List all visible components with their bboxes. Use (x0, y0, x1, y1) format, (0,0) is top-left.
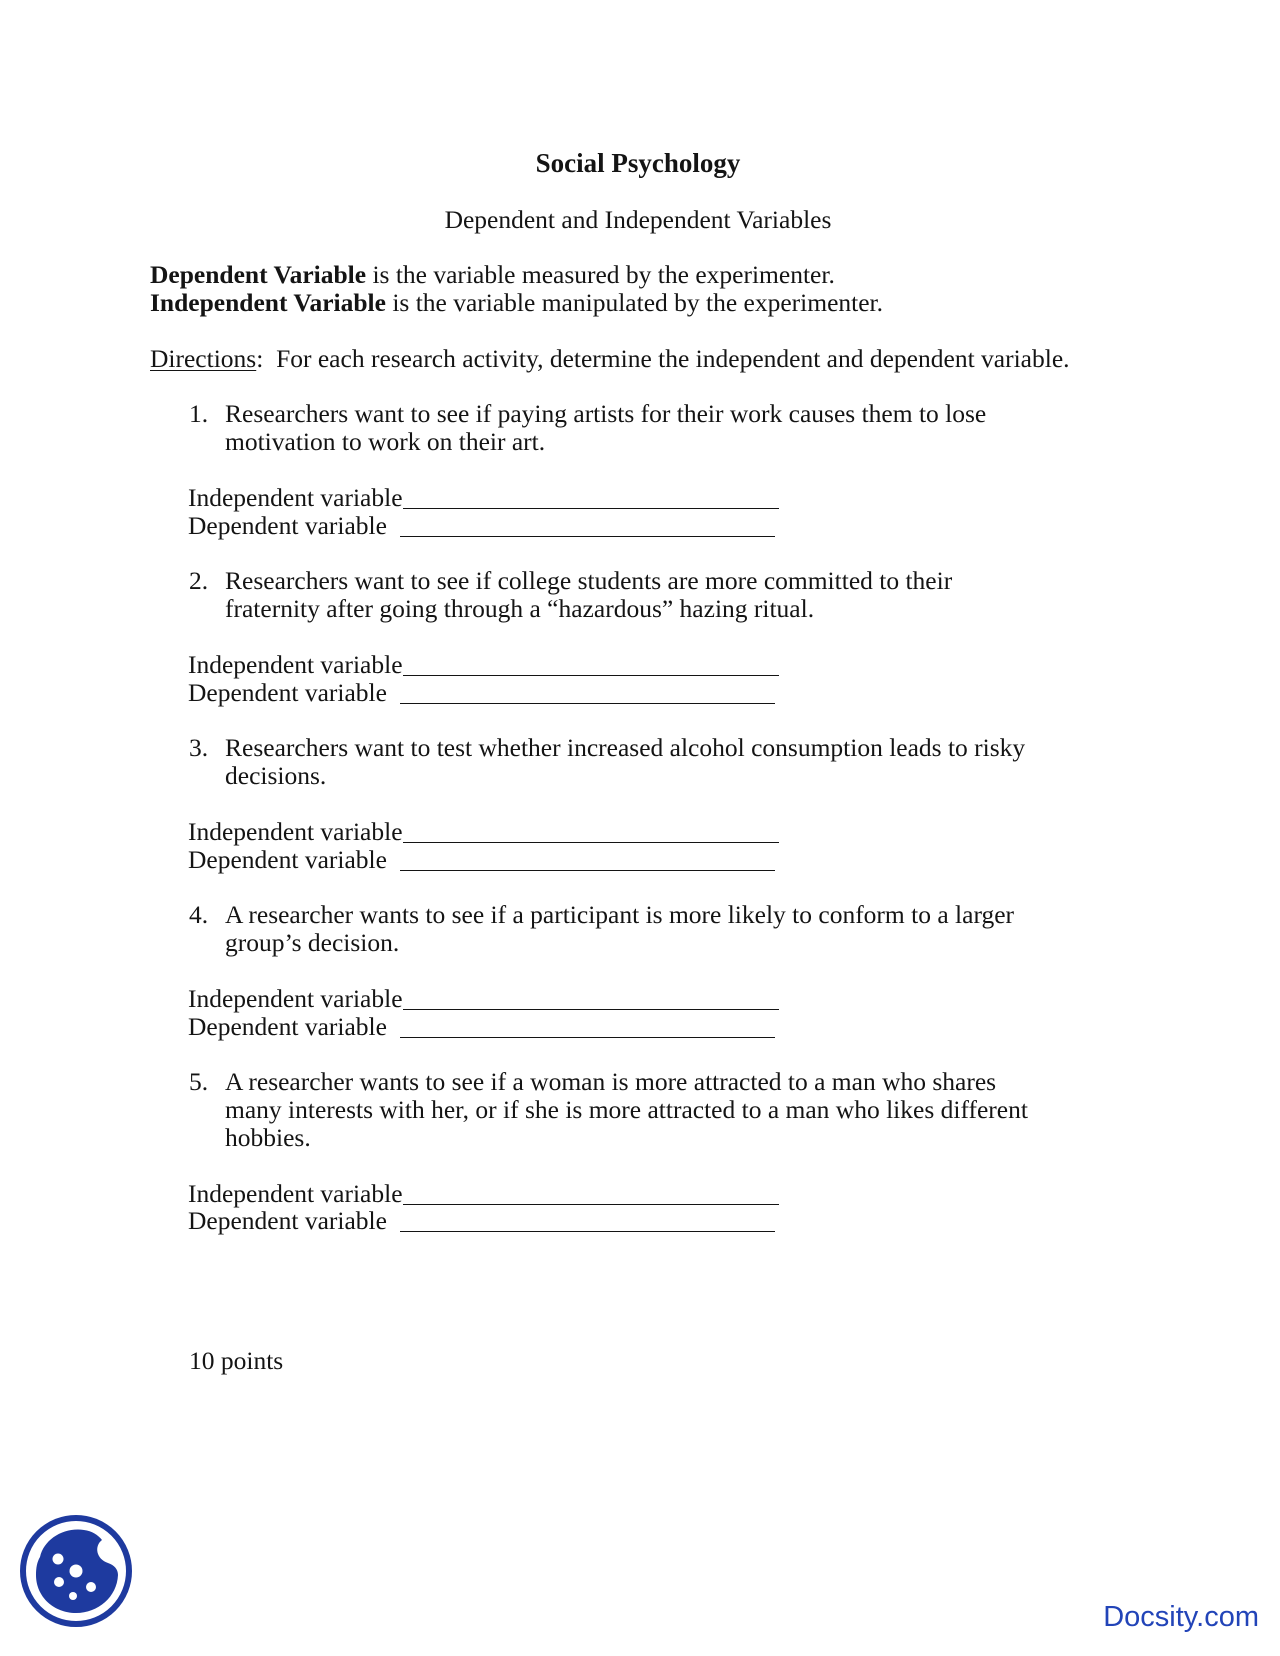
document-content (150, 150, 1126, 1374)
answer-dependent-row (188, 1207, 1126, 1235)
question-lines (225, 1068, 1028, 1151)
answer-independent-label: Independent variable (188, 1178, 403, 1208)
definition-term: Independent Variable (150, 288, 386, 318)
answer-dependent-blank (400, 703, 775, 704)
answer-independent-label: Independent variable (188, 816, 403, 846)
answer-independent-blank (403, 1204, 779, 1205)
answer-independent-row (188, 651, 1126, 679)
question-5 (150, 1068, 1126, 1235)
answer-independent-row (188, 985, 1126, 1013)
question-lines (225, 400, 986, 456)
question-lines (225, 734, 1025, 790)
question-line: A researcher wants to see if a woman is more attracted to a man who shares (225, 1067, 997, 1097)
answer-dependent-blank (400, 1231, 775, 1232)
logo-dot (53, 1554, 64, 1565)
directions-label: Directions (150, 343, 257, 373)
answer-independent-label: Independent variable (188, 482, 403, 512)
question-lines (225, 901, 1014, 957)
answer-dependent-row (188, 512, 1126, 540)
answer-dependent-row (188, 679, 1126, 707)
question-line: Researchers want to see if paying artists for their work causes them to lose (225, 399, 987, 429)
logo-dot (86, 1582, 96, 1592)
question-number: 4. (189, 900, 209, 930)
answer-dependent-label: Dependent variable (188, 1011, 387, 1041)
page-subtitle: Dependent and Independent Variables (444, 204, 832, 234)
question-2 (150, 567, 1126, 706)
answer-independent-row (188, 1180, 1126, 1208)
question-4 (150, 901, 1126, 1040)
answer-dependent-label: Dependent variable (188, 677, 387, 707)
question-1 (150, 400, 1126, 539)
answer-dependent-row (188, 1013, 1126, 1041)
question-line: Researchers want to test whether increased alcohol consumption leads to risky (225, 733, 1026, 763)
question-number: 2. (189, 566, 209, 596)
answer-fields (150, 985, 1126, 1041)
answer-dependent-label: Dependent variable (188, 510, 387, 540)
logo-dot (54, 1577, 64, 1587)
answer-independent-blank (403, 675, 779, 676)
question-line: decisions. (225, 761, 327, 791)
answer-independent-row (188, 818, 1126, 846)
question-line: group’s decision. (225, 928, 400, 958)
definition-text: is the variable manipulated by the experimenter. (385, 288, 884, 318)
answer-independent-label: Independent variable (188, 983, 403, 1013)
definitions (150, 261, 1126, 317)
answer-independent-blank (403, 1009, 779, 1010)
question-list (150, 400, 1126, 1235)
definition-term: Dependent Variable (150, 260, 367, 290)
directions-text: : For each research activity, determine the independent and dependent variable. (256, 343, 1070, 373)
question-line: hobbies. (225, 1122, 311, 1152)
answer-independent-blank (403, 508, 779, 509)
question-lines (225, 567, 952, 623)
logo-dot (70, 1565, 83, 1578)
page-title: Social Psychology (535, 148, 741, 178)
definition-dependent (150, 261, 1126, 289)
question-line: many interests with her, or if she is more attracted to a man who likes different (225, 1095, 1028, 1125)
answer-dependent-blank (400, 1037, 775, 1038)
answer-independent-label: Independent variable (188, 649, 403, 679)
question-text (150, 1068, 1126, 1151)
answer-dependent-blank (400, 870, 775, 871)
question-text (150, 901, 1126, 957)
answer-dependent-label: Dependent variable (188, 1206, 387, 1236)
answer-dependent-row (188, 846, 1126, 874)
question-text (150, 567, 1126, 623)
points-total: 10 points (189, 1345, 284, 1375)
question-3 (150, 734, 1126, 873)
answer-dependent-label: Dependent variable (188, 844, 387, 874)
docsity-watermark-text: Docsity.com (1103, 1601, 1259, 1633)
answer-independent-row (188, 484, 1126, 512)
answer-fields (150, 484, 1126, 540)
directions (150, 345, 1126, 373)
question-line: motivation to work on their art. (225, 427, 546, 457)
question-number: 3. (189, 733, 209, 763)
answer-fields (150, 1180, 1126, 1236)
answer-dependent-blank (400, 536, 775, 537)
question-line: fraternity after going through a “hazardous” hazing ritual. (225, 594, 815, 624)
question-number: 1. (189, 399, 209, 429)
logo-dot (69, 1592, 77, 1600)
question-line: Researchers want to see if college students are more committed to their (225, 566, 953, 596)
question-text (150, 734, 1126, 790)
definition-independent (150, 289, 1126, 317)
question-number: 5. (189, 1067, 209, 1097)
question-text (150, 400, 1126, 456)
answer-fields (150, 818, 1126, 874)
answer-fields (150, 651, 1126, 707)
definition-text: is the variable measured by the experimenter. (366, 260, 835, 290)
docsity-logo-icon (18, 1513, 134, 1629)
answer-independent-blank (403, 842, 779, 843)
question-line: A researcher wants to see if a participant is more likely to conform to a larger (225, 900, 1015, 930)
